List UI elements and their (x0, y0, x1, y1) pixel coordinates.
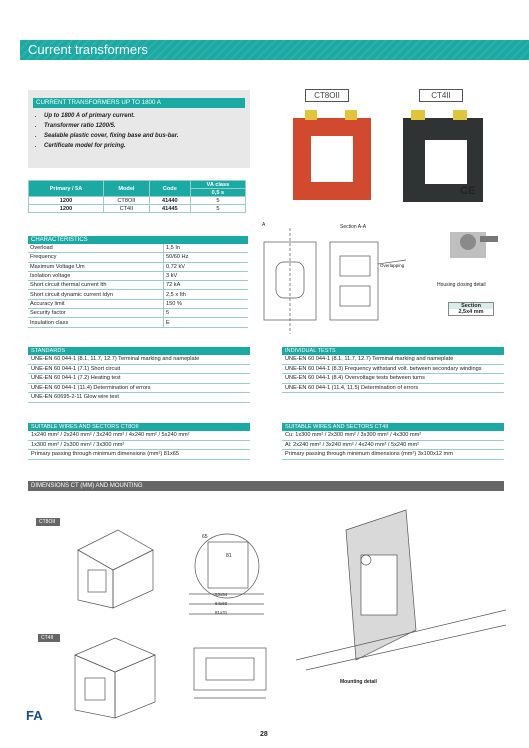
table-row (29, 197, 246, 205)
cell: 1200 (29, 197, 104, 205)
cell: CT8OII (103, 197, 149, 205)
wires-ct8oii-header: SUITABLE WIRES AND SECTORS CT8OII (28, 423, 250, 431)
table-row (28, 281, 248, 290)
ce-mark-icon: CE (460, 185, 476, 197)
cell: 3 kV (164, 271, 249, 280)
banner-title: Current transformers (28, 42, 148, 57)
col-model: Model (103, 181, 149, 197)
product-label-ct8oii: CT8OII (305, 89, 349, 102)
table-row (28, 244, 248, 253)
table-row (28, 253, 248, 262)
list-item: Al: 2x240 mm² / 3x240 mm² / 4x240 mm² / 5x240 mm² (282, 441, 504, 451)
promo-bullets (30, 111, 178, 151)
table-row (28, 271, 248, 280)
list-item: UNE-EN 60 044-1 (8.1, 11.7, 12.7) Terminal marking and nameplate (28, 355, 250, 365)
list-item: UNE-EN 60695-2-11 Glow wire test (28, 393, 250, 403)
col-va: VA class (190, 181, 245, 189)
list-item: 1x300 mm² / 2x300 mm² / 3x300 mm² (28, 441, 250, 451)
list-item: UNE-EN 60 044-1 (11.4, 11.5) Determination of errors (282, 384, 504, 394)
products-table (28, 180, 246, 213)
section-aa-label: Section A-A (340, 224, 367, 230)
promo-box (28, 90, 250, 168)
wires-ct4ii-section (282, 423, 504, 460)
standards-header: STANDARDS (28, 347, 250, 355)
dimensions-header: DIMENSIONS CT (MM) AND MOUNTING (28, 481, 504, 491)
list-item: UNE-EN 60 044-1 (8.1, 11.7, 12.7) Terminal marking and nameplate (282, 355, 504, 365)
individual-tests-header: INDIVIDUAL TESTS (282, 347, 504, 355)
cell: CT4II (103, 205, 149, 213)
list-item: UNE-EN 60 044-1 (11.4) Determination of errors (28, 384, 250, 394)
characteristics-table (28, 244, 248, 328)
ct8oii-photo (293, 110, 371, 200)
dim-65: 65 (202, 534, 208, 540)
promo-bullet: • Sealable plastic cover, fixing base and bus-bar. (44, 131, 178, 141)
list-item: UNE-EN 60 044-1 (8.4) Overvoltage tests between turns (282, 374, 504, 384)
cell: 5 (190, 197, 245, 205)
cell: Frequency (28, 253, 164, 262)
promo-header: CURRENT TRANSFORMERS UP TO 1800 A (33, 98, 245, 108)
dim-label-ct4ii: CT4II (38, 634, 60, 642)
overlapping-label: Overlapping (380, 263, 405, 268)
cell: Insulation class (28, 318, 164, 327)
col-primary: Primary / 5A (29, 181, 104, 197)
cell: Security factor (28, 309, 164, 318)
cell: 2,5 x Ith (164, 290, 249, 299)
section-a-marker: A (262, 222, 266, 228)
cell: 41440 (149, 197, 190, 205)
col-va-sub: 0,5 s (190, 189, 245, 197)
characteristics-header: CHARACTERISTICS (28, 236, 248, 244)
cell: 41445 (149, 205, 190, 213)
characteristics-section (28, 236, 248, 328)
cell: 72 kA (164, 281, 249, 290)
dim-label-ct8oii: CT8OII (36, 518, 60, 526)
dim-a: 53x54 (215, 592, 228, 597)
section-spec-label: Section (449, 303, 493, 309)
promo-bullet: • Up to 1800 A of primary current. (44, 111, 178, 121)
cell: 1200 (29, 205, 104, 213)
housing-detail-photo (440, 222, 500, 272)
cell: 1,5 In (164, 244, 249, 253)
ct8oii-iso-drawing (58, 520, 158, 610)
cell: E (164, 318, 249, 327)
mounting-detail-drawing (296, 500, 506, 680)
cell: 5 (190, 205, 245, 213)
standards-section (28, 347, 250, 403)
cell: Isolation voltage (28, 271, 164, 280)
section-drawing (260, 222, 410, 337)
section-banner (20, 40, 529, 60)
dim-c: 81x31 (215, 610, 228, 615)
section-spec-box (448, 302, 494, 316)
dim-b: 64x60 (215, 601, 228, 606)
wires-ct4ii-header: SUITABLE WIRES AND SECTORS CT4II (282, 423, 504, 431)
list-item: Primary passing through minimum dimensions (mm²) 81x65 (28, 450, 250, 460)
cell: Overload (28, 244, 164, 253)
table-row (28, 262, 248, 271)
table-row (29, 205, 246, 213)
housing-caption: Housing closing detail (437, 282, 486, 288)
section-spec-value: 2,5x4 mm (458, 309, 484, 315)
list-item: UNE-EN 60 044-1 (7.1) Short circuit (28, 365, 250, 375)
table-row (28, 290, 248, 299)
cell: Maximum Voltage Um (28, 262, 164, 271)
list-item: Primary passing through minimum dimensions (mm²) 3x100x12 mm (282, 450, 504, 460)
ct4ii-iso-drawing (60, 630, 160, 720)
col-code: Code (149, 181, 190, 197)
promo-bullet: • Certificate model for pricing. (44, 141, 178, 151)
list-item: UNE-EN 60 044-1 (8.3) Frequency withstand volt. between secondary windings (282, 365, 504, 375)
wires-ct8oii-section (28, 423, 250, 460)
ct4ii-section-drawing (188, 640, 274, 710)
cell: 0,72 kV (164, 262, 249, 271)
table-row (28, 309, 248, 318)
product-label-ct4ii: CT4II (419, 89, 463, 102)
company-logo: FA (26, 708, 43, 723)
promo-bullet: • Transformer ratio 1200/5. (44, 121, 178, 131)
cell: Accuracy limit (28, 299, 164, 308)
cell: 150 % (164, 299, 249, 308)
table-row (28, 318, 248, 327)
table-row (28, 299, 248, 308)
cell: Short circuit dynamic current Idyn (28, 290, 164, 299)
dim-81: 81 (226, 553, 232, 559)
cell: 50/60 Hz (164, 253, 249, 262)
cell: Short circuit thermal current Ith (28, 281, 164, 290)
list-item: 1x240 mm² / 2x240 mm² / 3x240 mm² / 4x240 mm² / 5x240 mm² (28, 431, 250, 441)
mounting-caption: Mounting detail (340, 679, 377, 685)
cell: 5 (164, 309, 249, 318)
list-item: UNE-EN 60 044-1 (7.2) Heating test (28, 374, 250, 384)
individual-tests-section (282, 347, 504, 393)
list-item: Cu: 1x300 mm² / 2x300 mm² / 3x300 mm² / 4x300 mm² (282, 431, 504, 441)
page-number: 28 (260, 731, 268, 738)
